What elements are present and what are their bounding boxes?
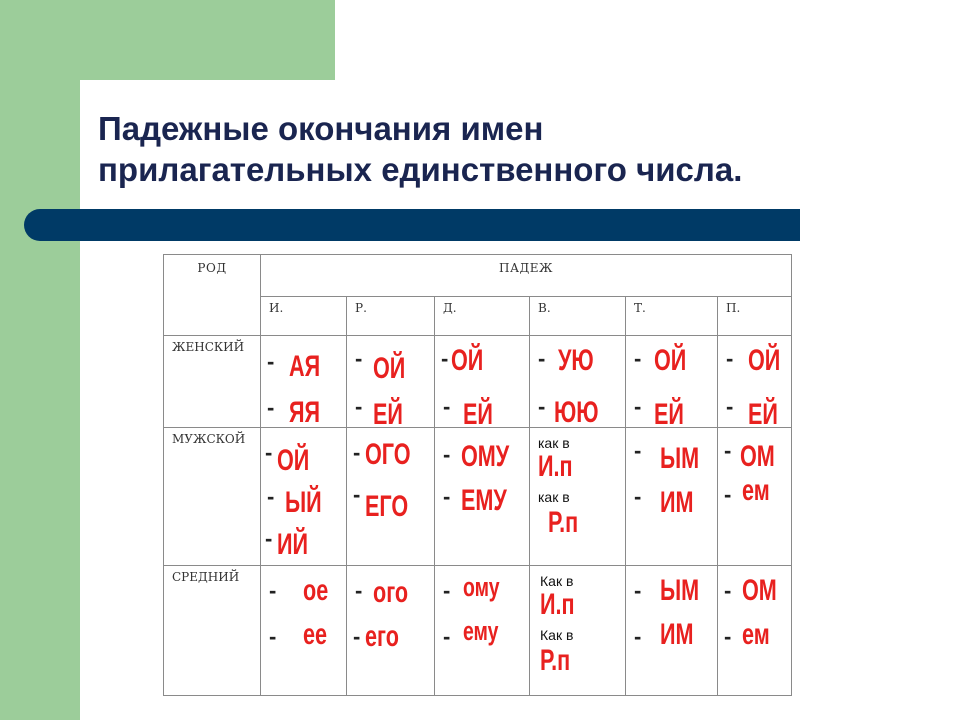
row-label-masculine: МУЖСКОЙ [164,428,261,566]
case-note: как в [538,489,570,505]
dash-mark: - [726,346,734,371]
ending: ОМ [742,574,777,607]
dash-mark: - [724,482,732,507]
table-cell [347,566,435,696]
dash-mark: - [724,578,732,603]
ending: ого [373,576,409,609]
ending: ИЙ [277,528,309,561]
green-side-strip [0,80,80,720]
ending: ОГО [365,438,411,471]
dash-mark: - [443,578,451,603]
dash-mark: - [353,482,361,507]
dash-mark: - [724,624,732,649]
table-row [164,566,792,696]
table-cell [626,428,718,566]
slide-title [98,108,742,190]
endings-table [163,254,792,696]
slide-title-line-1: Падежные окончания имен [98,110,544,147]
dash-mark: - [443,624,451,649]
table-cell [435,428,530,566]
table-cell [718,336,792,431]
table-header-row [164,255,792,297]
ending: И.п [540,588,575,621]
case-header-d: Д. [435,297,530,336]
dash-mark: - [443,484,451,509]
table-cell [626,336,718,431]
dash-mark: - [441,346,449,371]
header-rod: РОД [164,255,261,336]
dash-mark: - [267,395,275,420]
dash-mark: - [353,440,361,465]
ending: ее [303,618,328,651]
ending: ЫМ [660,574,700,607]
ending: ЫМ [660,442,700,475]
ending: Р.п [540,644,571,677]
ending: ЕЙ [373,398,403,431]
dash-mark: - [634,394,642,419]
ending: ОЙ [654,344,687,377]
table-cell [347,336,435,431]
ending: ИМ [660,618,694,651]
ending: ем [742,618,770,651]
table-cell [261,428,347,566]
green-corner-block [0,0,335,80]
dash-mark: - [634,624,642,649]
table-cell [718,428,792,566]
dash-mark: - [634,484,642,509]
table-cell [435,566,530,696]
dash-mark: - [726,394,734,419]
table-cell [261,336,347,428]
case-header-p: П. [718,297,792,336]
case-note: Как в [540,573,574,589]
dash-mark: - [267,484,275,509]
header-padezh: ПАДЕЖ [261,255,792,297]
table-cell [530,566,626,696]
dash-mark: - [267,349,275,374]
ending: ОМУ [461,440,510,473]
table-cell [530,336,626,428]
ending: УЮ [558,344,594,377]
dash-mark: - [538,346,546,371]
title-divider-bar [24,209,800,241]
ending: ЕМУ [461,484,507,517]
case-header-i: И. [261,297,347,336]
dash-mark: - [355,394,363,419]
ending: ЕЙ [748,398,778,431]
ending: ем [742,474,770,507]
dash-mark: - [269,624,277,649]
case-header-t: Т. [626,297,718,336]
dash-mark: - [634,578,642,603]
table-cell [435,336,530,431]
dash-mark: - [634,346,642,371]
ending: ОМ [740,440,775,473]
case-header-v: В. [530,297,626,336]
ending: АЯ [289,350,321,383]
ending: ЮЮ [554,396,599,429]
ending: ое [303,574,329,607]
dash-mark: - [724,438,732,463]
table-cell [718,566,792,696]
ending: ЕЙ [463,398,493,431]
table-cell [626,566,718,696]
ending: ОЙ [373,352,406,385]
ending: ЫЙ [285,486,322,519]
ending: ому [463,572,500,602]
case-note: Как в [540,627,574,643]
dash-mark: - [265,440,273,465]
row-label-neuter: СРЕДНИЙ [164,566,261,696]
ending: ЕГО [365,490,409,523]
slide-title-line-2: прилагательных единственного числа. [98,151,743,188]
dash-mark: - [355,578,363,603]
dash-mark: - [269,578,277,603]
ending: Р.п [548,506,579,539]
dash-mark: - [265,526,273,551]
case-header-r: Р. [347,297,435,336]
ending: ИМ [660,486,694,519]
row-label-feminine: ЖЕНСКИЙ [164,336,261,428]
table-cell [530,428,626,566]
ending: ОЙ [748,344,781,377]
dash-mark: - [443,394,451,419]
table-cell [261,566,347,696]
dash-mark: - [634,438,642,463]
ending: ему [463,616,499,646]
case-note: как в [538,435,570,451]
ending: ОЙ [277,444,310,477]
table-cell [347,428,435,566]
table-row [164,428,792,566]
ending: ОЙ [451,344,484,377]
dash-mark: - [443,442,451,467]
dash-mark: - [538,394,546,419]
dash-mark: - [353,624,361,649]
table-row [164,336,792,428]
dash-mark: - [355,346,363,371]
ending: ЕЙ [654,398,684,431]
ending: ЯЯ [289,396,321,429]
ending: его [365,620,399,653]
ending: И.п [538,450,573,483]
